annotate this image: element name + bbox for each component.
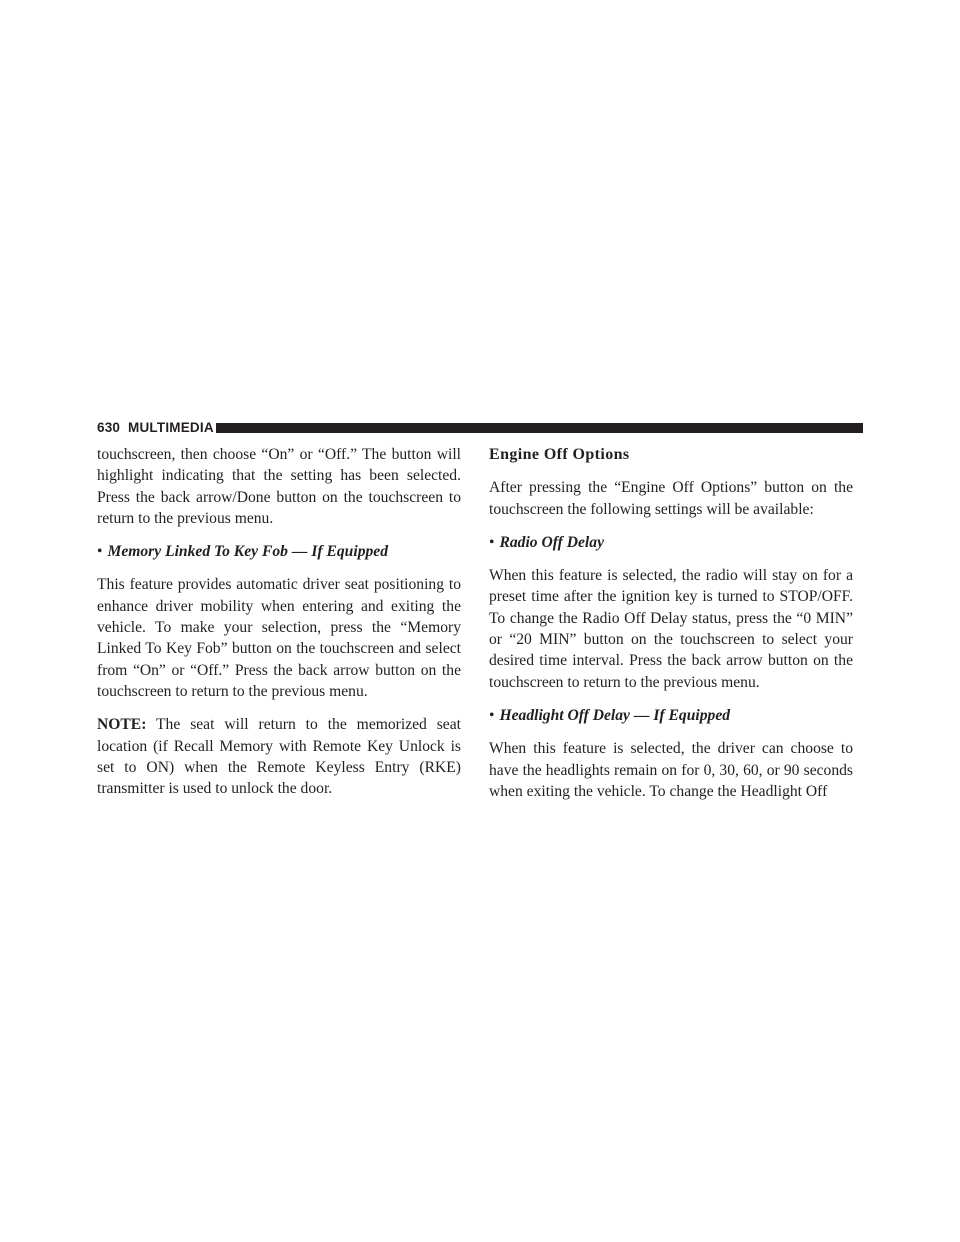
bullet-item [489,532,853,553]
note-label: NOTE: [97,716,147,734]
bullet-label: Memory Linked To Key Fob — If Equipped [107,543,389,561]
header-rule [216,423,863,433]
note-text: The seat will return to the memorized seat location (if Recall Memory with Remote Key Unlock is set to ON) when the Remote Keyless Entry (RKE) transmitter is used to unlock the door. [97,716,461,798]
paragraph: After pressing the “Engine Off Options” button on the touchscreen the following settings will be available: [489,479,853,518]
bullet-icon: • [97,543,103,561]
paragraph: This feature provides automatic driver seat positioning to enhance driver mobility when entering and exiting the vehicle. To make your selection, press the “Memory Linked To Key Fob” button on the touchscreen and select from “On” or “Off.” Press the back arrow button on the touchscreen to return to the previous menu. [97,576,461,700]
paragraph: When this feature is selected, the driver can choose to have the headlights remain on for 0, 30, 60, or 90 seconds when exiting the vehicle. To change the Headlight Off [489,740,853,800]
section-title: MULTIMEDIA [128,420,214,435]
left-column [97,444,461,799]
paragraph: When this feature is selected, the radio will stay on for a preset time after the ignition key is turned to STOP/OFF. To change the Radio Off Delay status, press the “0 MIN” or “20 MIN” button on the touchscreen to select your desired time interval. Press the back arrow button on the touchscreen to return to the previous menu. [489,567,853,691]
bullet-icon: • [489,533,495,551]
right-column [489,444,853,802]
bullet-label: Radio Off Delay [499,533,604,551]
page-number: 630 [97,420,121,435]
header-label [97,420,214,436]
bullet-label: Headlight Off Delay — If Equipped [499,706,731,724]
paragraph: touchscreen, then choose “On” or “Off.” The button will highlight indicating that the setting has been selected. Press the back arrow/Done button on the touchscreen to return to the previous menu. [97,446,461,527]
bullet-icon: • [489,706,495,724]
note-paragraph [97,714,461,799]
section-heading: Engine Off Options [489,446,630,463]
bullet-item [489,705,853,726]
page-header [97,418,863,438]
bullet-item [97,541,461,562]
